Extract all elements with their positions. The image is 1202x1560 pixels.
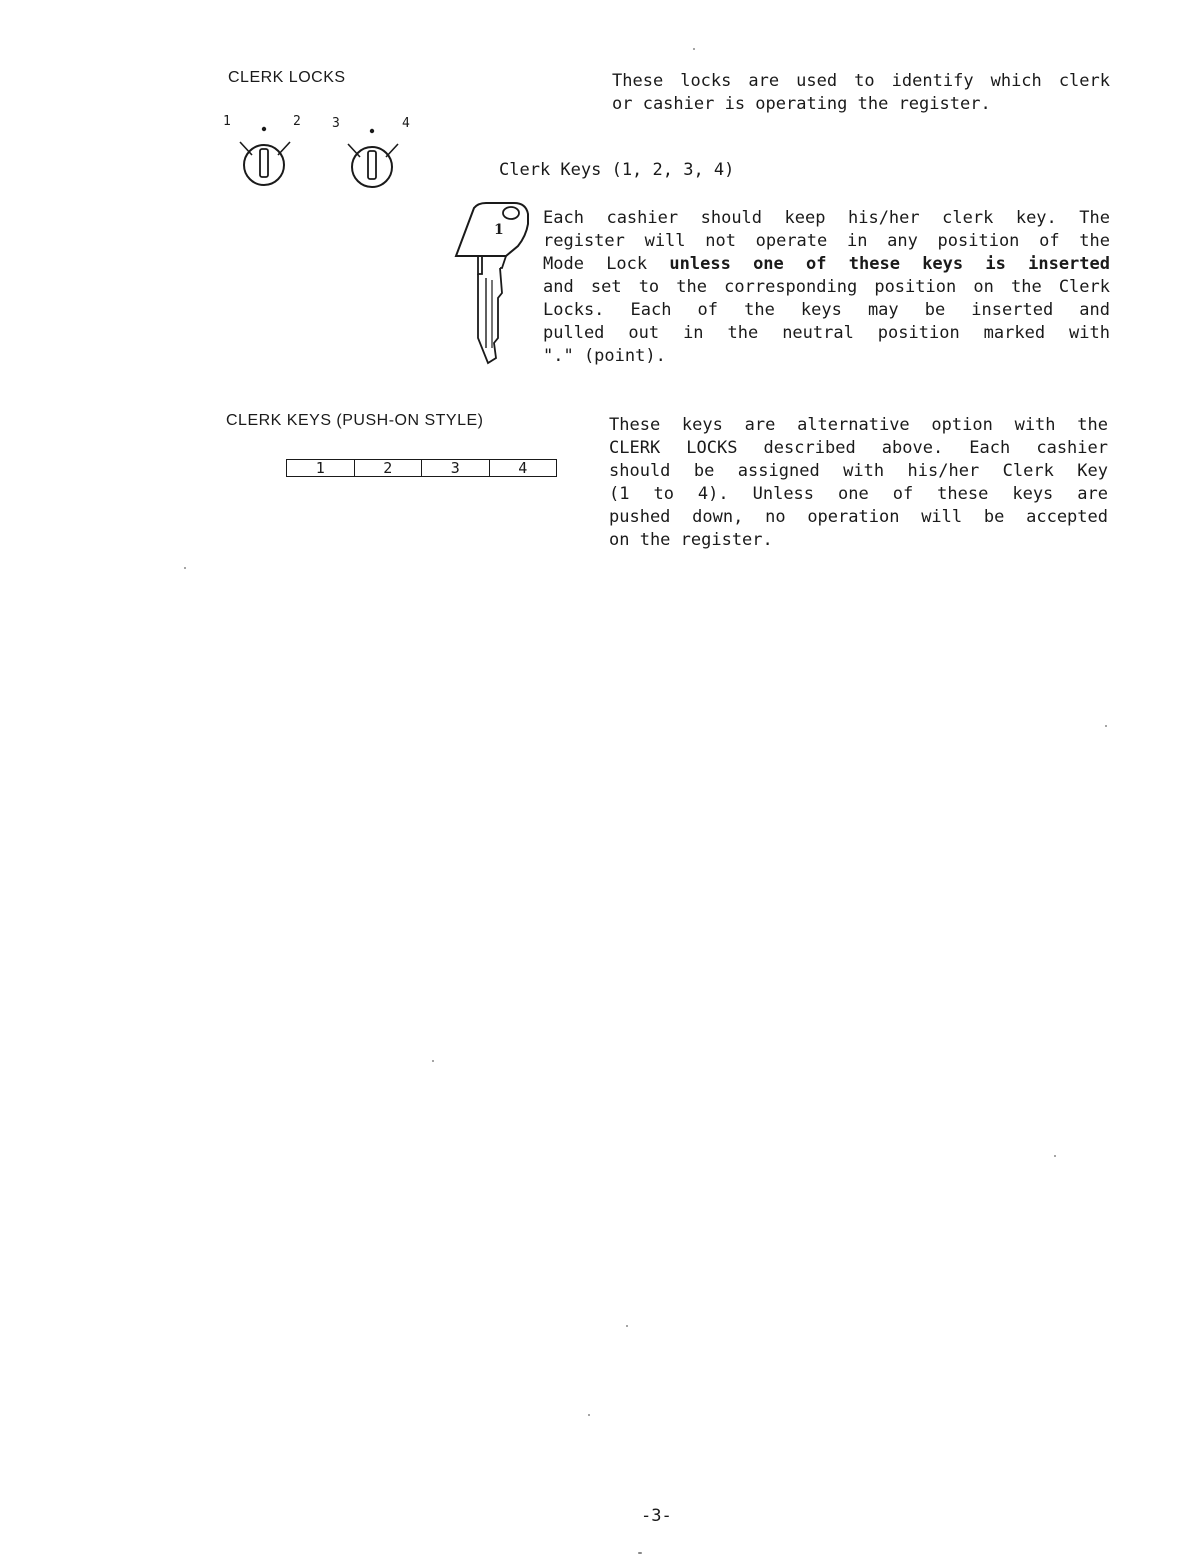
- clerk-key-label: 1: [494, 222, 504, 238]
- scan-speck: [693, 48, 695, 50]
- clerk-locks-diagram: [218, 110, 418, 190]
- text-line: "." (point).: [543, 346, 666, 366]
- lock-position-2: 2: [293, 114, 301, 129]
- text-line: on the register.: [609, 530, 773, 550]
- scan-speck: [588, 1414, 590, 1416]
- text-line: [543, 253, 1110, 276]
- lock-cylinder-icon: [342, 122, 412, 192]
- text-line: (1 to 4). Unless one of these keys are: [609, 484, 1108, 504]
- text-line: CLERK LOCKS described above. Each cashier: [609, 438, 1108, 458]
- push-key-2[interactable]: 2: [355, 460, 423, 476]
- clerk-key-icon: [448, 198, 532, 368]
- scan-speck: [184, 567, 186, 569]
- text-line: pulled out in the neutral position marked with: [543, 323, 1110, 343]
- text-line: or cashier is operating the register.: [612, 94, 991, 114]
- scan-speck: [432, 1060, 434, 1062]
- text-line: Locks. Each of the keys may be inserted and: [543, 300, 1110, 320]
- text-fragment: Mode Lock: [543, 254, 670, 274]
- push-keys-heading: CLERK KEYS (PUSH-ON STYLE): [226, 412, 484, 429]
- lock-position-1: 1: [223, 114, 231, 129]
- text-line: and set to the corresponding position on the Clerk: [543, 277, 1110, 297]
- text-line: These keys are alternative option with the: [609, 415, 1108, 435]
- emphasis-text: unless one of these keys is inserted: [669, 254, 1110, 274]
- push-key-1[interactable]: 1: [287, 460, 355, 476]
- text-line: pushed down, no operation will be accepted: [609, 507, 1108, 527]
- text-line: Each cashier should keep his/her clerk key. The: [543, 208, 1110, 228]
- push-keys-description: [609, 414, 1108, 552]
- text-line: should be assigned with his/her Clerk Key: [609, 461, 1108, 481]
- clerk-keys-description: [543, 207, 1110, 368]
- text-line: These locks are used to identify which clerk: [612, 71, 1110, 91]
- clerk-locks-description: [612, 70, 1110, 116]
- push-key-4[interactable]: 4: [518, 459, 528, 477]
- scan-speck: [638, 1552, 642, 1554]
- clerk-keys-heading: Clerk Keys (1, 2, 3, 4): [499, 160, 735, 180]
- scan-speck: [626, 1325, 628, 1327]
- scan-speck: [1054, 1155, 1056, 1157]
- push-key-3[interactable]: 3: [422, 460, 490, 476]
- lock-position-3: 3: [332, 116, 340, 131]
- clerk-locks-heading: CLERK LOCKS: [228, 69, 346, 86]
- scan-speck: [1105, 725, 1107, 727]
- lock-position-4: 4: [402, 116, 410, 131]
- page-number: -3-: [641, 1506, 672, 1526]
- text-line: register will not operate in any position of the: [543, 231, 1110, 251]
- push-key-strip: [286, 459, 557, 477]
- lock-cylinder-icon: [232, 120, 302, 190]
